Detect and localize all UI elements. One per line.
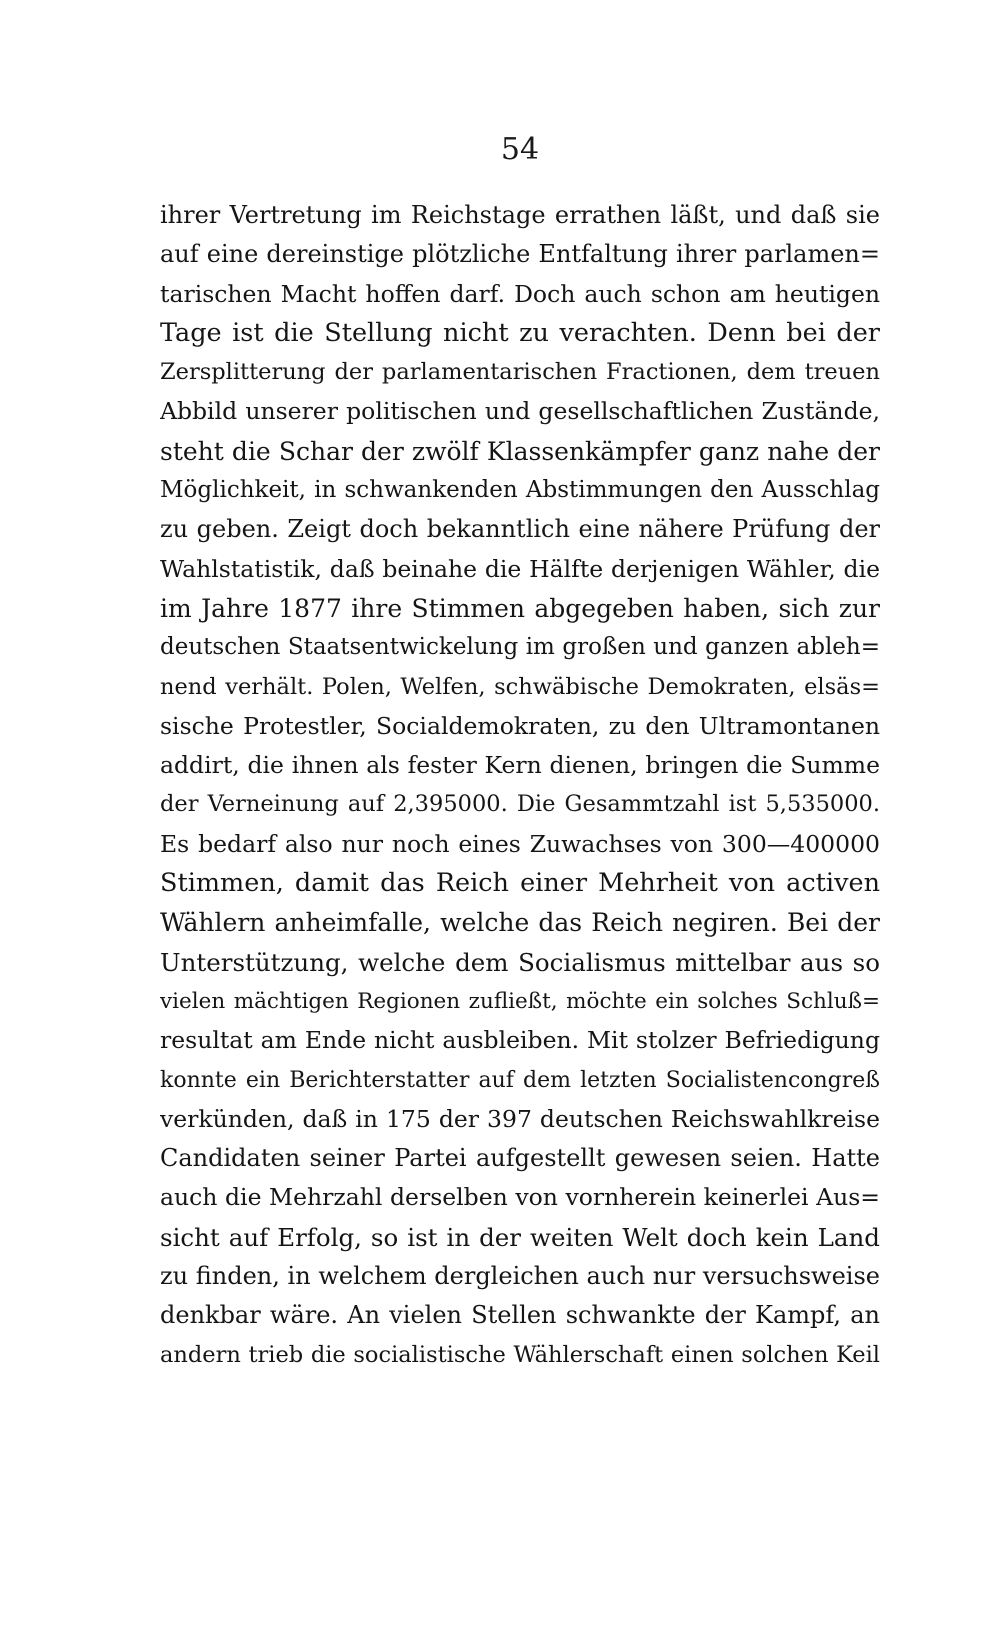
page-number: 54 (500, 132, 540, 167)
text-line: Abbild unserer politischen und gesellschaftlichen Zustände, (160, 397, 880, 426)
text-line: Tage ist die Stellung nicht zu verachten. Denn bei der (160, 317, 880, 348)
text-line: auf eine dereinstige plötzliche Entfaltung ihrer parlamen= (160, 240, 880, 269)
text-line: nend verhält. Polen, Welfen, schwäbische Demokraten, elsäs= (160, 673, 880, 700)
text-line: tarischen Macht hoffen darf. Doch auch schon am heutigen (160, 279, 880, 308)
text-line: der Verneinung auf 2,395000. Die Gesammtzahl ist 5,535000. (160, 791, 880, 818)
text-line: resultat am Ende nicht ausbleiben. Mit stolzer Befriedigung (160, 1026, 880, 1055)
text-line: Candidaten seiner Partei aufgestellt gewesen seien. Hatte (160, 1144, 880, 1173)
text-line: Möglichkeit, in schwankenden Abstimmungen den Ausschlag (160, 477, 880, 504)
body-text (160, 196, 880, 1375)
text-line: andern trieb die socialistische Wählerschaft einen solchen Keil (160, 1341, 880, 1368)
text-line: auch die Mehrzahl derselben von vornherein keinerlei Aus= (160, 1183, 880, 1212)
text-line: verkünden, daß in 175 der 397 deutschen Reichswahlkreise (160, 1104, 880, 1133)
text-line: sische Protestler, Socialdemokraten, zu den Ultramontanen (160, 711, 880, 740)
text-line: vielen mächtigen Regionen zufließt, möchte ein solches Schluß= (160, 988, 880, 1014)
text-line: zu finden, in welchem dergleichen auch nur versuchsweise (160, 1262, 880, 1291)
text-line: sicht auf Erfolg, so ist in der weiten Welt doch kein Land (160, 1222, 880, 1252)
text-line: Stimmen, damit das Reich einer Mehrheit von activen (160, 868, 880, 899)
text-line: im Jahre 1877 ihre Stimmen abgegeben haben, sich zur (160, 593, 880, 623)
text-line: deutschen Staatsentwickelung im großen und ganzen ableh= (160, 634, 880, 661)
text-line: konnte ein Berichterstatter auf dem letzten Socialistencongreß (160, 1067, 880, 1093)
text-line: addirt, die ihnen als fester Kern dienen, bringen die Summe (160, 751, 880, 780)
text-line: steht die Schar der zwölf Klassenkämpfer ganz nahe der (160, 436, 880, 466)
text-line: Wählern anheimfalle, welche das Reich negiren. Bei der (160, 908, 880, 938)
text-line: Unterstützung, welche dem Socialismus mittelbar aus so (160, 947, 880, 977)
text-line: denkbar wäre. An vielen Stellen schwankte der Kampf, an (160, 1301, 880, 1330)
text-line: ihrer Vertretung im Reichstage errathen läßt, und daß sie (160, 201, 880, 229)
text-line: Es bedarf also nur noch eines Zuwachses von 300—400000 (160, 829, 880, 858)
text-line: Zersplitterung der parlamentarischen Fractionen, dem treuen (160, 359, 880, 386)
text-line: Wahlstatistik, daß beinahe die Hälfte derjenigen Wähler, die (160, 554, 880, 583)
text-line: zu geben. Zeigt doch bekanntlich eine nähere Prüfung der (160, 515, 880, 544)
